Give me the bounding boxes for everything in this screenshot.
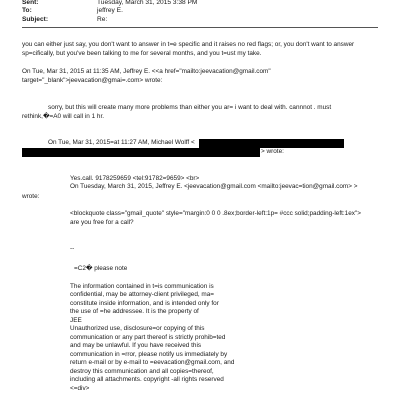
- disclaimer-line: The information contained in t=is communication is: [70, 283, 214, 290]
- subject-label: Subject:: [22, 16, 49, 23]
- body-line: sp=cifically, but you've been talking to me for several months, and you t=ust my take.: [22, 50, 262, 57]
- disclaimer-line: communication or any part thereof is strictly prohib=ted: [70, 334, 226, 341]
- disclaimer-line: <=div>: [70, 385, 90, 392]
- body-line: target="_blank">jeevacation@gmai=.com> wrote:: [22, 77, 163, 84]
- disclaimer-line: constitute inside information, and is intended only for: [70, 300, 219, 307]
- blockquote-markup-line: <blockquote class="gmail_quote" style="margin:0 0 0 .8ex;border-left:1p= #ccc solid;padding-left:1ex">: [70, 210, 361, 217]
- disclaimer-line: return e-mail or by e-mail to =eevacation@gmail.com, and: [70, 359, 235, 366]
- body-line: On Tuesday, March 31, 2015, Jeffrey E. <jeevacation@gmail.com <mailto:jeevac=tion@gmail.com> >: [70, 183, 358, 190]
- body-line: On Tue, Mar 31, 2015=at 11:27 AM, Michael Wolff <: [48, 139, 195, 146]
- body-line: sorry, but this will create many more problems than either you ar= i want to deal with. cannnot . must: [48, 104, 332, 111]
- free-call-line: are you free for a call?: [70, 219, 134, 226]
- body-line: rethink,�=A0 will call in 1 hr.: [22, 113, 105, 120]
- to-label: To:: [22, 7, 32, 14]
- please-note-line: =C2� please note: [74, 265, 128, 272]
- disclaimer-line: confidential, may be attorney-client privileged, ma=: [70, 291, 215, 298]
- disclaimer-line: JEE: [70, 317, 82, 324]
- header-divider: [22, 27, 378, 28]
- subject-value: Re:: [97, 16, 108, 23]
- disclaimer-line: the use of =he addressee. It is the property of: [70, 308, 199, 315]
- disclaimer-line: including all attachments. copyright -all rights reserved: [70, 376, 224, 383]
- sent-label: Sent:: [22, 0, 39, 6]
- wrote-label: wrote:: [22, 193, 40, 200]
- disclaimer-line: Unauthorized use, disclosure=or copying of this: [70, 325, 205, 332]
- body-line: > wrote:: [261, 148, 284, 155]
- disclaimer-line: and may be unlawful. If you have received this: [70, 342, 202, 349]
- signature-separator: --: [70, 245, 75, 252]
- body-line: you can either just say, you don't want to answer in t=e specific and it raises no red flags; or, you don't want to answer: [22, 41, 355, 48]
- body-line: On Tue, Mar 31, 2015 at 11:35 AM, Jeffrey E. <<a href="mailto:jeevacation@gmail.com": [22, 68, 271, 75]
- disclaimer-line: communication in =rror, please notify us immediately by: [70, 351, 228, 358]
- to-value: jeffrey E.: [97, 7, 123, 14]
- body-line: Yes.call. 9178259659 <tel:91782=9659> <br>: [70, 175, 200, 182]
- redaction-box: [199, 139, 344, 148]
- sent-value: Tuesday, March 31, 2015 3:38 PM: [97, 0, 198, 6]
- redaction-box: [22, 148, 260, 157]
- disclaimer-line: destroy this communication and all copies=thereof,: [70, 368, 214, 375]
